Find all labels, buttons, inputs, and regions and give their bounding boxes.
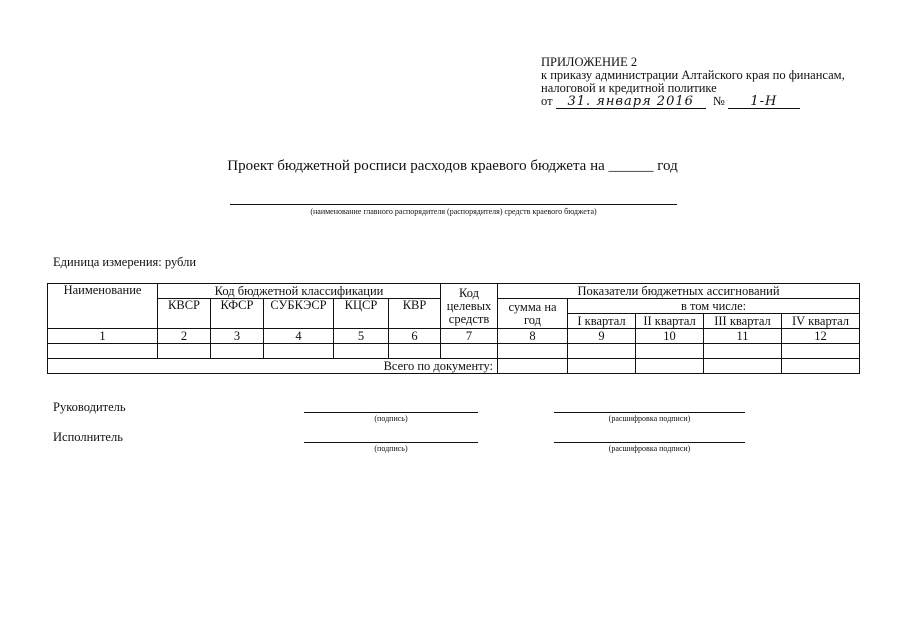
data-cell [48,344,158,359]
empty-data-row [48,344,860,359]
appendix-title: ПРИЛОЖЕНИЕ 2 [541,55,638,69]
executor-decoding-line [554,442,745,443]
header-row-1 [48,284,860,299]
data-cell [211,344,264,359]
data-cell [568,344,636,359]
target-code-line-1: Код [459,285,479,300]
total-cell [568,359,636,374]
total-cell [498,359,568,374]
column-number: 1 [48,329,158,344]
header-q1: I квартал [568,314,636,329]
data-cell [334,344,389,359]
header-q4: IV квартал [782,314,860,329]
head-signature-hint: (подпись) [374,414,408,423]
document-title: Проект бюджетной росписи расходов краевого бюджета на ______ год [227,158,678,174]
data-cell [389,344,441,359]
handwritten-number: 1-Н [728,96,800,109]
executor-signature-hint: (подпись) [374,444,408,453]
column-number: 7 [441,329,498,344]
header-subkesr: СУБКЭСР [264,299,334,329]
column-numbers-row [48,329,860,344]
manager-line [230,204,677,205]
header-indicators: Показатели бюджетных ассигнований [498,284,860,299]
header-classification: Код бюджетной классификации [158,284,441,299]
header-sum [498,299,568,329]
column-number: 2 [158,329,211,344]
column-number: 5 [334,329,389,344]
data-cell [158,344,211,359]
data-cell [264,344,334,359]
total-cell [782,359,860,374]
column-number: 11 [704,329,782,344]
unit-label: Единица измерения: рубли [53,255,197,269]
executor-signature-line [304,442,478,443]
total-cell [636,359,704,374]
manager-hint: (наименование главного распорядителя (распорядителя) средств краевого бюджета) [310,207,597,216]
header-q3: III квартал [704,314,782,329]
header-kcsr: КЦСР [334,299,389,329]
executor-label: Исполнитель [53,430,123,444]
header-kfsr: КФСР [211,299,264,329]
number-label: № [712,94,725,108]
appendix-line-2: налоговой и кредитной политике [541,81,717,95]
from-label: от [541,94,553,108]
column-number: 12 [782,329,860,344]
appendix-block [541,56,845,109]
target-code-line-2: целевых [446,298,492,313]
total-label: Всего по документу: [48,359,498,374]
data-cell [782,344,860,359]
header-name: Наименование [48,284,158,329]
head-decoding-hint: (расшифровка подписи) [608,414,691,423]
column-number: 6 [389,329,441,344]
head-label: Руководитель [53,400,126,414]
total-cell [704,359,782,374]
column-number: 9 [568,329,636,344]
appendix-date-row [541,95,845,109]
head-decoding-line [554,412,745,413]
sum-line-2: год [523,312,542,327]
header-including: в том числе: [568,299,860,314]
header-target-code [441,284,498,329]
data-cell [704,344,782,359]
header-kvsr: КВСР [158,299,211,329]
column-number: 8 [498,329,568,344]
target-code-line-3: средств [448,311,490,326]
header-q2: II квартал [636,314,704,329]
budget-table [47,283,860,374]
data-cell [636,344,704,359]
data-cell [498,344,568,359]
header-kvr: КВР [389,299,441,329]
head-signature-line [304,412,478,413]
executor-decoding-hint: (расшифровка подписи) [608,444,691,453]
handwritten-date: 31. января 2016 [556,96,706,109]
sum-line-1: сумма на [508,299,557,314]
total-row [48,359,860,374]
column-number: 3 [211,329,264,344]
column-number: 10 [636,329,704,344]
data-cell [441,344,498,359]
column-number: 4 [264,329,334,344]
appendix-line-1: к приказу администрации Алтайского края по финансам, [541,68,845,82]
